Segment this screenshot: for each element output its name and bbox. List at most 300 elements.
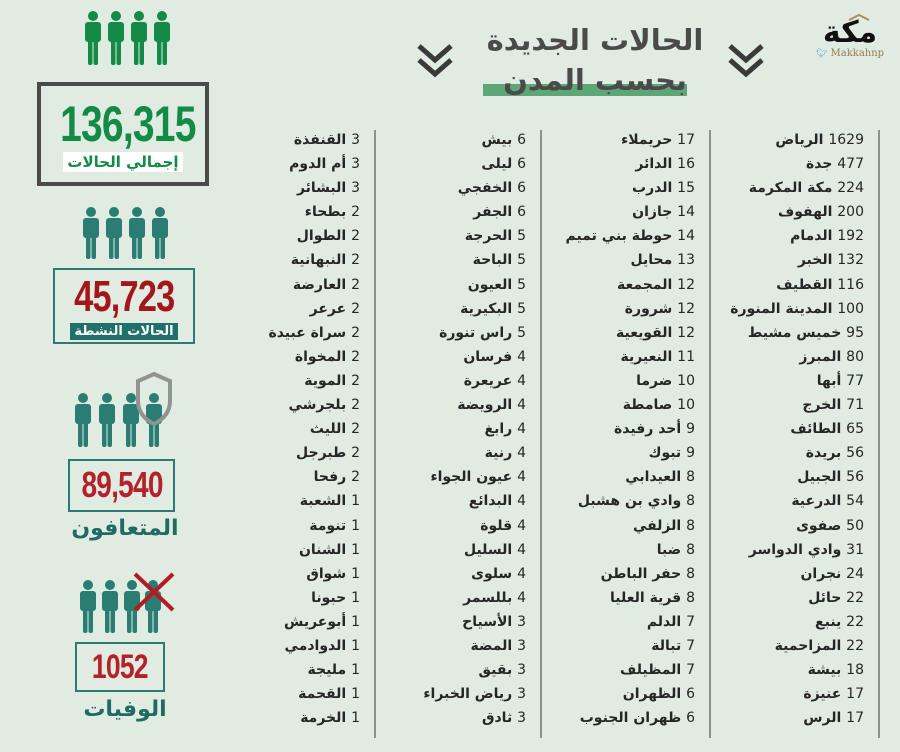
- city-row: [730, 586, 864, 610]
- deaths-value: 1052: [92, 648, 148, 686]
- city-name: الدوادمي: [284, 637, 347, 654]
- city-row: [423, 152, 526, 176]
- city-count: 2: [351, 348, 360, 365]
- city-row: [268, 321, 360, 345]
- city-name: القحمة: [298, 686, 347, 703]
- city-row: [566, 514, 695, 538]
- city-count: 65: [846, 421, 864, 438]
- city-name: الحرجة: [464, 228, 513, 245]
- city-count: 2: [351, 300, 360, 317]
- people-icon: [80, 207, 172, 261]
- city-count: 200: [837, 204, 864, 221]
- city-count: 2: [351, 397, 360, 414]
- city-column-4: [268, 128, 360, 730]
- city-name: ظهران الجنوب: [579, 710, 682, 727]
- city-name: عيون الجواء: [430, 469, 513, 486]
- city-count: 2: [351, 445, 360, 462]
- double-chevron-down-icon: [415, 40, 455, 80]
- city-row: [566, 562, 695, 586]
- city-count: 7: [686, 637, 695, 654]
- city-row: [268, 682, 360, 706]
- city-name: البكيرية: [460, 300, 513, 317]
- city-count: 2: [351, 469, 360, 486]
- deaths-label: الوفيات: [83, 697, 167, 722]
- city-count: 2: [351, 324, 360, 341]
- city-count: 6: [517, 204, 526, 221]
- city-row: [566, 658, 695, 682]
- city-row: [566, 152, 695, 176]
- city-name: صفوى: [796, 517, 842, 534]
- city-count: 5: [517, 300, 526, 317]
- city-name: حفر الباطن: [600, 565, 682, 582]
- city-count: 9: [686, 445, 695, 462]
- city-name: بلجرشي: [288, 397, 347, 414]
- recovered-label: المتعافون: [71, 516, 179, 541]
- city-row: [730, 658, 864, 682]
- twitter-icon: 🐦︎: [815, 49, 828, 59]
- city-count: 12: [677, 324, 695, 341]
- city-count: 4: [517, 565, 526, 582]
- city-name: بطحاء: [304, 204, 347, 221]
- city-count: 3: [517, 686, 526, 703]
- city-name: ضبا: [656, 541, 682, 558]
- city-count: 22: [846, 637, 864, 654]
- city-row: [730, 248, 864, 272]
- city-row: [730, 152, 864, 176]
- city-count: 15: [677, 180, 695, 197]
- city-row: [730, 273, 864, 297]
- city-name: الهفوف: [777, 204, 833, 221]
- city-name: راس تنورة: [439, 324, 513, 341]
- city-name: القويعية: [616, 324, 673, 341]
- city-count: 80: [846, 348, 864, 365]
- city-row: [730, 297, 864, 321]
- city-name: مكة المكرمة: [748, 180, 833, 197]
- city-count: 3: [517, 637, 526, 654]
- city-name: نجران: [800, 565, 842, 582]
- city-count: 16: [677, 156, 695, 173]
- city-count: 6: [686, 686, 695, 703]
- total-cases-label: إجمالي الحالات: [63, 152, 182, 172]
- city-column-2: [566, 128, 695, 730]
- city-name: وادي الدواسر: [748, 541, 842, 558]
- city-count: 8: [686, 541, 695, 558]
- city-row: [730, 321, 864, 345]
- city-name: المبرز: [799, 348, 842, 365]
- city-name: بللسمر: [463, 589, 513, 606]
- city-row: [566, 248, 695, 272]
- city-row: [268, 538, 360, 562]
- city-row: [423, 610, 526, 634]
- city-row: [268, 441, 360, 465]
- city-name: صامطة: [622, 397, 673, 414]
- deaths-card: [75, 642, 165, 692]
- city-name: الموية: [304, 372, 347, 389]
- city-count: 8: [686, 517, 695, 534]
- city-name: أبها: [816, 372, 842, 389]
- city-count: 3: [517, 710, 526, 727]
- city-row: [268, 152, 360, 176]
- city-count: 100: [837, 300, 864, 317]
- city-count: 116: [837, 276, 864, 293]
- city-name: حوطة بني تميم: [565, 228, 673, 245]
- kaaba-mark-icon: [848, 14, 870, 21]
- city-row: [423, 586, 526, 610]
- city-name: تنومة: [309, 517, 347, 534]
- column-divider: [709, 130, 711, 738]
- city-name: الخرج: [802, 397, 842, 414]
- city-count: 95: [846, 324, 864, 341]
- city-name: حريملاء: [621, 132, 673, 148]
- city-count: 5: [517, 228, 526, 245]
- city-row: [566, 706, 695, 730]
- city-row: [268, 369, 360, 393]
- city-name: مليجة: [307, 662, 347, 679]
- city-row: [268, 514, 360, 538]
- city-name: قلوة: [480, 517, 513, 534]
- city-row: [268, 658, 360, 682]
- city-name: سراة عبيدة: [268, 324, 347, 341]
- city-name: أحد رفيدة: [614, 421, 682, 438]
- active-cases-label: الحالات النشطة: [70, 323, 177, 340]
- city-column-3: [423, 128, 526, 730]
- city-name: الظهران: [622, 686, 682, 703]
- city-name: بيشة: [807, 662, 842, 679]
- city-row: [730, 224, 864, 248]
- city-name: الدائر: [635, 156, 673, 173]
- city-name: الخبر: [797, 252, 833, 269]
- active-cases-card: [53, 268, 195, 344]
- city-name: عنيزة: [803, 686, 842, 703]
- city-count: 54: [846, 493, 864, 510]
- city-name: الخرمة: [300, 710, 347, 727]
- city-name: العيون: [467, 276, 513, 293]
- city-name: النبهانية: [290, 252, 347, 269]
- city-count: 6: [517, 132, 526, 148]
- city-count: 2: [351, 276, 360, 293]
- city-name: بيش: [481, 132, 513, 148]
- city-name: ليلى: [481, 156, 513, 173]
- city-count: 4: [517, 589, 526, 606]
- city-row: [423, 658, 526, 682]
- city-row: [566, 128, 695, 152]
- city-row: [423, 538, 526, 562]
- city-count: 1629: [828, 132, 864, 148]
- recovered-value: 89,540: [81, 464, 163, 505]
- title-line-1: الحالات الجديدة: [486, 23, 704, 57]
- twitter-handle: Makkahnp: [830, 48, 885, 59]
- city-count: 192: [837, 228, 864, 245]
- city-count: 1: [351, 493, 360, 510]
- city-count: 1: [351, 541, 360, 558]
- city-name: وادي بن هشبل: [577, 493, 682, 510]
- city-count: 8: [686, 565, 695, 582]
- city-name: الطوال: [296, 228, 347, 245]
- city-row: [566, 224, 695, 248]
- column-divider: [540, 130, 542, 738]
- city-row: [566, 489, 695, 513]
- city-count: 5: [517, 252, 526, 269]
- city-row: [423, 417, 526, 441]
- city-row: [268, 345, 360, 369]
- city-row: [566, 586, 695, 610]
- city-count: 3: [351, 132, 360, 148]
- city-row: [268, 586, 360, 610]
- city-row: [730, 176, 864, 200]
- city-name: تبوك: [648, 445, 682, 462]
- city-count: 77: [846, 372, 864, 389]
- city-count: 6: [686, 710, 695, 727]
- city-row: [423, 321, 526, 345]
- city-row: [566, 200, 695, 224]
- city-name: البدائع: [468, 493, 513, 510]
- city-count: 9: [686, 421, 695, 438]
- city-row: [566, 465, 695, 489]
- city-name: الدرب: [632, 180, 673, 197]
- city-count: 18: [846, 662, 864, 679]
- people-shield-icon: [70, 371, 182, 451]
- city-count: 24: [846, 565, 864, 582]
- city-name: الرس: [803, 710, 842, 727]
- city-row: [566, 634, 695, 658]
- title-line-2-wrap: [503, 60, 687, 100]
- city-name: عرعر: [309, 300, 347, 317]
- city-name: المضة: [470, 637, 513, 654]
- city-count: 1: [351, 686, 360, 703]
- city-row: [423, 176, 526, 200]
- city-row: [730, 369, 864, 393]
- city-name: أم الدوم: [289, 156, 347, 173]
- city-name: الرياض: [775, 132, 824, 148]
- city-row: [423, 128, 526, 152]
- city-name: رياض الخبراء: [423, 686, 513, 703]
- city-name: الزلفي: [632, 517, 682, 534]
- people-icon: [82, 11, 174, 67]
- city-name: خميس مشيط: [747, 324, 842, 341]
- city-name: جدة: [805, 156, 833, 173]
- city-row: [423, 562, 526, 586]
- city-row: [730, 200, 864, 224]
- city-row: [566, 538, 695, 562]
- city-name: الشنان: [298, 541, 347, 558]
- city-row: [268, 224, 360, 248]
- city-name: الشعبة: [299, 493, 347, 510]
- city-row: [566, 176, 695, 200]
- city-count: 1: [351, 613, 360, 630]
- city-row: [268, 465, 360, 489]
- city-count: 1: [351, 637, 360, 654]
- city-count: 7: [686, 662, 695, 679]
- city-row: [423, 297, 526, 321]
- city-count: 4: [517, 517, 526, 534]
- city-count: 2: [351, 372, 360, 389]
- city-count: 50: [846, 517, 864, 534]
- city-count: 2: [351, 204, 360, 221]
- city-count: 1: [351, 589, 360, 606]
- city-row: [423, 273, 526, 297]
- city-row: [566, 417, 695, 441]
- city-count: 17: [677, 132, 695, 148]
- city-name: جازان: [632, 204, 673, 221]
- city-row: [268, 489, 360, 513]
- city-count: 8: [686, 469, 695, 486]
- city-name: المجمعة: [616, 276, 673, 293]
- city-row: [268, 706, 360, 730]
- city-count: 6: [517, 180, 526, 197]
- city-count: 3: [517, 613, 526, 630]
- city-row: [730, 538, 864, 562]
- city-row: [566, 393, 695, 417]
- city-count: 132: [837, 252, 864, 269]
- city-row: [423, 200, 526, 224]
- total-cases-card: [37, 82, 209, 186]
- city-name: الدمام: [790, 228, 833, 245]
- city-name: ضرما: [636, 372, 673, 389]
- city-count: 22: [846, 613, 864, 630]
- city-row: [268, 562, 360, 586]
- city-name: الدرعية: [791, 493, 842, 510]
- city-name: حبونا: [311, 589, 347, 606]
- double-chevron-down-icon: [726, 40, 766, 80]
- city-name: المخواة: [294, 348, 347, 365]
- city-row: [730, 514, 864, 538]
- city-count: 22: [846, 589, 864, 606]
- city-count: 2: [351, 228, 360, 245]
- city-count: 4: [517, 469, 526, 486]
- city-row: [730, 562, 864, 586]
- logo-wordmark: مكة: [822, 15, 878, 50]
- city-count: 4: [517, 541, 526, 558]
- city-name: الدلم: [646, 613, 682, 630]
- city-row: [566, 369, 695, 393]
- city-row: [268, 393, 360, 417]
- city-name: طبرجل: [296, 445, 347, 462]
- logo-handle: [808, 48, 892, 60]
- city-count: 477: [837, 156, 864, 173]
- city-count: 2: [351, 252, 360, 269]
- title-line-2: بحسب المدن: [503, 63, 687, 97]
- active-cases-value: 45,723: [73, 272, 175, 321]
- city-row: [268, 273, 360, 297]
- city-name: المظيلف: [620, 662, 682, 679]
- city-row: [423, 224, 526, 248]
- city-row: [423, 706, 526, 730]
- city-row: [566, 273, 695, 297]
- city-name: الباحة: [472, 252, 513, 269]
- city-count: 8: [686, 589, 695, 606]
- city-row: [730, 682, 864, 706]
- city-name: محايل: [630, 252, 673, 269]
- city-name: شواق: [306, 565, 347, 582]
- city-count: 4: [517, 397, 526, 414]
- city-count: 3: [517, 662, 526, 679]
- city-row: [566, 441, 695, 465]
- city-row: [730, 634, 864, 658]
- city-row: [268, 297, 360, 321]
- city-row: [730, 128, 864, 152]
- city-name: الطائف: [790, 421, 842, 438]
- city-name: شرورة: [624, 300, 673, 317]
- city-count: 31: [846, 541, 864, 558]
- city-count: 71: [846, 397, 864, 414]
- city-count: 8: [686, 493, 695, 510]
- city-row: [566, 321, 695, 345]
- city-count: 4: [517, 445, 526, 462]
- city-row: [268, 417, 360, 441]
- city-count: 3: [351, 156, 360, 173]
- city-count: 10: [677, 372, 695, 389]
- city-name: رفحا: [313, 469, 347, 486]
- city-count: 5: [517, 324, 526, 341]
- city-row: [566, 345, 695, 369]
- city-count: 1: [351, 710, 360, 727]
- city-name: حائل: [808, 589, 842, 606]
- city-count: 17: [846, 686, 864, 703]
- city-row: [423, 634, 526, 658]
- city-name: الليث: [309, 421, 347, 438]
- total-cases-value: 136,315: [60, 96, 196, 152]
- city-row: [730, 489, 864, 513]
- city-name: ثادق: [481, 710, 513, 727]
- city-name: الرويضة: [457, 397, 513, 414]
- city-row: [566, 610, 695, 634]
- city-row: [423, 393, 526, 417]
- city-count: 4: [517, 421, 526, 438]
- city-name: المزاحمية: [774, 637, 842, 654]
- city-row: [423, 369, 526, 393]
- city-count: 1: [351, 565, 360, 582]
- city-count: 12: [677, 300, 695, 317]
- city-name: ينبع: [815, 613, 842, 630]
- city-name: رابغ: [484, 421, 513, 438]
- city-count: 4: [517, 348, 526, 365]
- city-row: [423, 682, 526, 706]
- city-name: الجبيل: [797, 469, 842, 486]
- city-count: 7: [686, 613, 695, 630]
- city-count: 56: [846, 445, 864, 462]
- city-count: 56: [846, 469, 864, 486]
- city-count: 6: [517, 156, 526, 173]
- city-row: [423, 514, 526, 538]
- city-count: 14: [677, 228, 695, 245]
- city-row: [268, 634, 360, 658]
- city-row: [566, 682, 695, 706]
- city-name: الجفر: [473, 204, 513, 221]
- city-name: سلوى: [471, 565, 513, 582]
- city-row: [730, 465, 864, 489]
- city-count: 14: [677, 204, 695, 221]
- city-row: [730, 706, 864, 730]
- city-row: [423, 441, 526, 465]
- city-name: السليل: [463, 541, 513, 558]
- city-count: 4: [517, 493, 526, 510]
- city-row: [730, 417, 864, 441]
- city-name: تبالة: [651, 637, 682, 654]
- makkah-logo: [808, 15, 892, 60]
- city-row: [730, 393, 864, 417]
- city-name: القطيف: [776, 276, 833, 293]
- city-row: [730, 441, 864, 465]
- city-row: [566, 297, 695, 321]
- city-name: القنفذة: [293, 132, 347, 148]
- city-count: 4: [517, 372, 526, 389]
- city-name: قرية العليا: [610, 589, 682, 606]
- column-divider: [878, 130, 880, 738]
- city-name: عريعرة: [463, 372, 513, 389]
- city-count: 2: [351, 421, 360, 438]
- city-row: [423, 345, 526, 369]
- city-name: الأسياح: [462, 613, 513, 630]
